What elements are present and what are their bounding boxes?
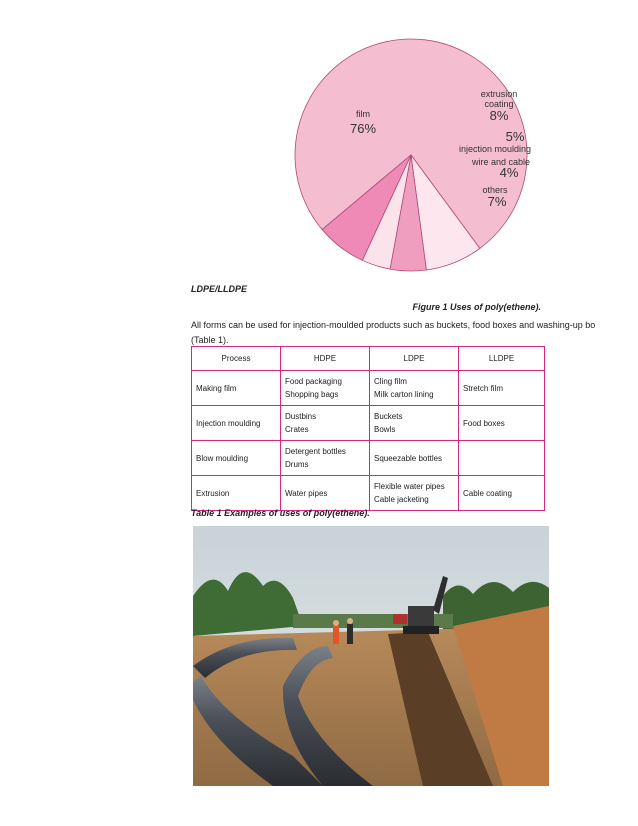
table-header-lldpe: LLDPE <box>459 347 545 371</box>
table-cell-ldpe <box>370 476 459 511</box>
pie-label-injection-moulding: injection moulding <box>458 144 532 154</box>
cell-line: Detergent bottles <box>285 447 346 456</box>
table-cell-process: Injection moulding <box>192 406 281 441</box>
excavator-tracks <box>403 626 439 634</box>
cell-line: Bowls <box>374 425 396 434</box>
table-cell-hdpe <box>281 441 370 476</box>
pie-label-wire-and-cable: wire and cable <box>471 157 531 167</box>
paragraph-line-2: (Table 1). <box>191 335 229 345</box>
table-cell-hdpe <box>281 406 370 441</box>
red-truck <box>393 614 407 624</box>
worker-orange <box>333 626 339 644</box>
paragraph-line-1: All forms can be used for injection-moulded products such as buckets, food boxes and washing-up bo <box>191 320 596 330</box>
table-cell-process: Blow moulding <box>192 441 281 476</box>
table-row <box>192 406 545 441</box>
cell-line: Stretch film <box>463 383 504 393</box>
table-header-process: Process <box>192 347 281 371</box>
pie-chart <box>283 37 539 284</box>
worker-head <box>347 618 353 624</box>
table-cell-lldpe <box>459 371 545 406</box>
pie-value-film: 76% <box>349 121 377 136</box>
table-cell-lldpe <box>459 476 545 511</box>
cell-line: Buckets <box>374 412 403 421</box>
table-cell-lldpe <box>459 441 545 476</box>
cell-line: Cable jacketing <box>374 495 429 504</box>
cell-line: Cable coating <box>463 488 512 498</box>
cell-line: Water pipes <box>285 488 328 498</box>
pie-label-extrusion-line2: coating <box>484 99 514 109</box>
pie-value-extrusion-coating: 8% <box>489 108 509 123</box>
pie-value-injection-moulding: 5% <box>505 129 525 144</box>
worker-dark <box>347 624 353 644</box>
worker-head <box>333 620 339 626</box>
table-row <box>192 476 545 511</box>
section-heading: LDPE/LLDPE <box>191 284 248 294</box>
cell-line: Food boxes <box>463 418 505 428</box>
pie-label-others: others <box>482 185 508 195</box>
table-row <box>192 371 545 406</box>
cell-line: Drums <box>285 460 309 469</box>
pie-value-wire-and-cable: 4% <box>499 165 519 180</box>
cell-line: Crates <box>285 425 309 434</box>
table-header-hdpe: HDPE <box>281 347 370 371</box>
pie-value-others: 7% <box>487 194 507 209</box>
body-paragraph <box>191 318 611 348</box>
table-cell-hdpe <box>281 371 370 406</box>
table-cell-lldpe <box>459 406 545 441</box>
table-header-ldpe: LDPE <box>370 347 459 371</box>
table-header-row <box>192 347 545 371</box>
figure-caption: Figure 1 Uses of poly(ethene). <box>412 302 541 312</box>
cell-line: Cling film <box>374 377 407 386</box>
table-cell-ldpe <box>370 371 459 406</box>
uses-table <box>191 346 545 511</box>
cell-line: Dustbins <box>285 412 317 421</box>
table-cell-ldpe <box>370 406 459 441</box>
table-cell-hdpe <box>281 476 370 511</box>
table-cell-process: Making film <box>192 371 281 406</box>
excavator-body <box>408 606 434 628</box>
cell-line: Flexible water pipes <box>374 482 445 491</box>
cell-line: Food packaging <box>285 377 342 386</box>
photo-illustration <box>193 526 549 786</box>
table-cell-process: Extrusion <box>192 476 281 511</box>
pie-label-film: film <box>356 109 370 119</box>
pipeline-construction-photo <box>193 526 549 786</box>
cell-line: Shopping bags <box>285 390 339 399</box>
cell-line: Milk carton lining <box>374 390 434 399</box>
pie-chart-svg <box>283 37 539 284</box>
pie-label-extrusion-line1: extrusion <box>480 89 518 99</box>
table-caption: Table 1 Examples of uses of poly(ethene). <box>191 508 370 518</box>
table-row <box>192 441 545 476</box>
table-cell-ldpe <box>370 441 459 476</box>
cell-line: Squeezable bottles <box>374 453 443 463</box>
